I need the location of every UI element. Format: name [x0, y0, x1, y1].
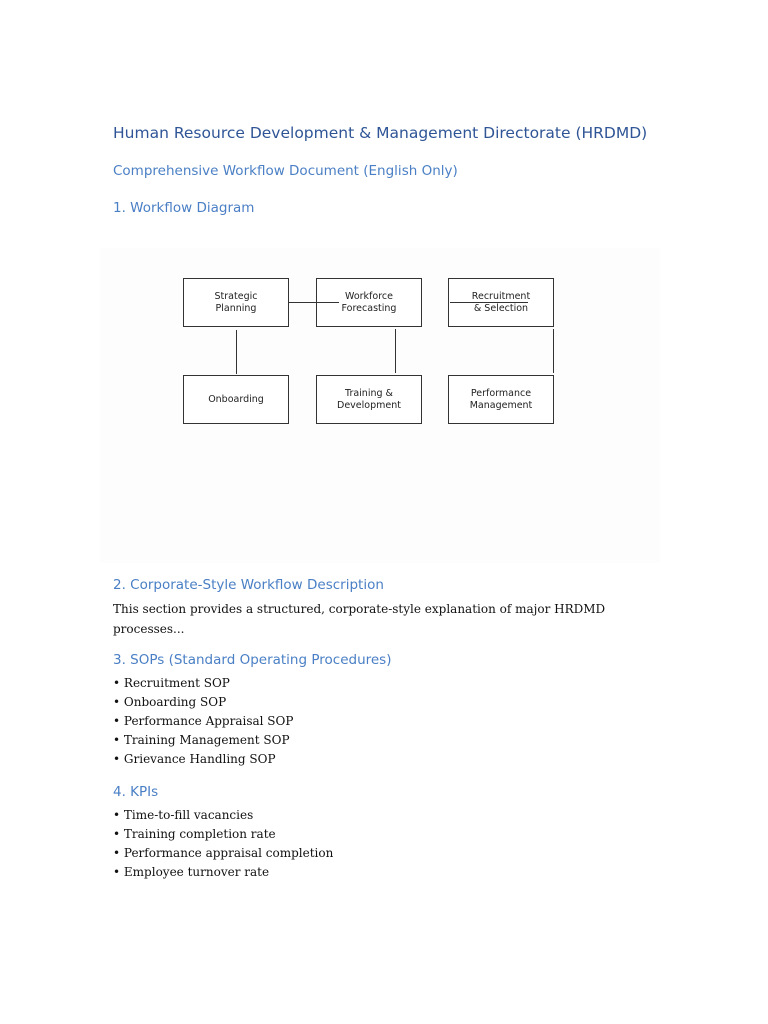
list-item: • Training Management SOP [113, 731, 293, 750]
diagram-box-performance-management: Performance Management [448, 375, 554, 424]
list-item: • Recruitment SOP [113, 674, 293, 693]
list-item: • Grievance Handling SOP [113, 750, 293, 769]
kpi-list [113, 806, 333, 882]
workflow-diagram [100, 248, 660, 563]
section-heading-sops: 3. SOPs (Standard Operating Procedures) [113, 652, 392, 668]
list-item: • Performance Appraisal SOP [113, 712, 293, 731]
section-heading-kpis: 4. KPIs [113, 784, 159, 800]
diagram-box-strategic-planning: Strategic Planning [183, 278, 289, 327]
sop-list [113, 674, 293, 769]
section-description-text: This section provides a structured, corporate-style explanation of major HRDMD processes... [113, 602, 606, 636]
connector-recruitment-performance [553, 329, 554, 373]
list-item: • Onboarding SOP [113, 693, 293, 712]
document-subtitle: Comprehensive Workflow Document (English Only) [113, 163, 458, 179]
connector-recruitment-inner [450, 302, 528, 303]
diagram-box-workforce-forecasting: Workforce Forecasting [316, 278, 422, 327]
list-item: • Training completion rate [113, 825, 333, 844]
list-item: • Time-to-fill vacancies [113, 806, 333, 825]
list-item: • Employee turnover rate [113, 863, 333, 882]
connector-forecasting-training [395, 329, 396, 373]
diagram-box-recruitment-selection: Recruitment & Selection [448, 278, 554, 327]
diagram-box-onboarding: Onboarding [183, 375, 289, 424]
connector-planning-forecasting [289, 302, 339, 303]
section-heading-workflow-description: 2. Corporate-Style Workflow Description [113, 577, 384, 593]
diagram-box-training-development: Training & Development [316, 375, 422, 424]
connector-planning-onboarding [236, 330, 237, 374]
section-heading-workflow-diagram: 1. Workflow Diagram [113, 200, 255, 216]
document-title: Human Resource Development & Management Directorate (HRDMD) [113, 124, 648, 142]
list-item: • Performance appraisal completion [113, 844, 333, 863]
